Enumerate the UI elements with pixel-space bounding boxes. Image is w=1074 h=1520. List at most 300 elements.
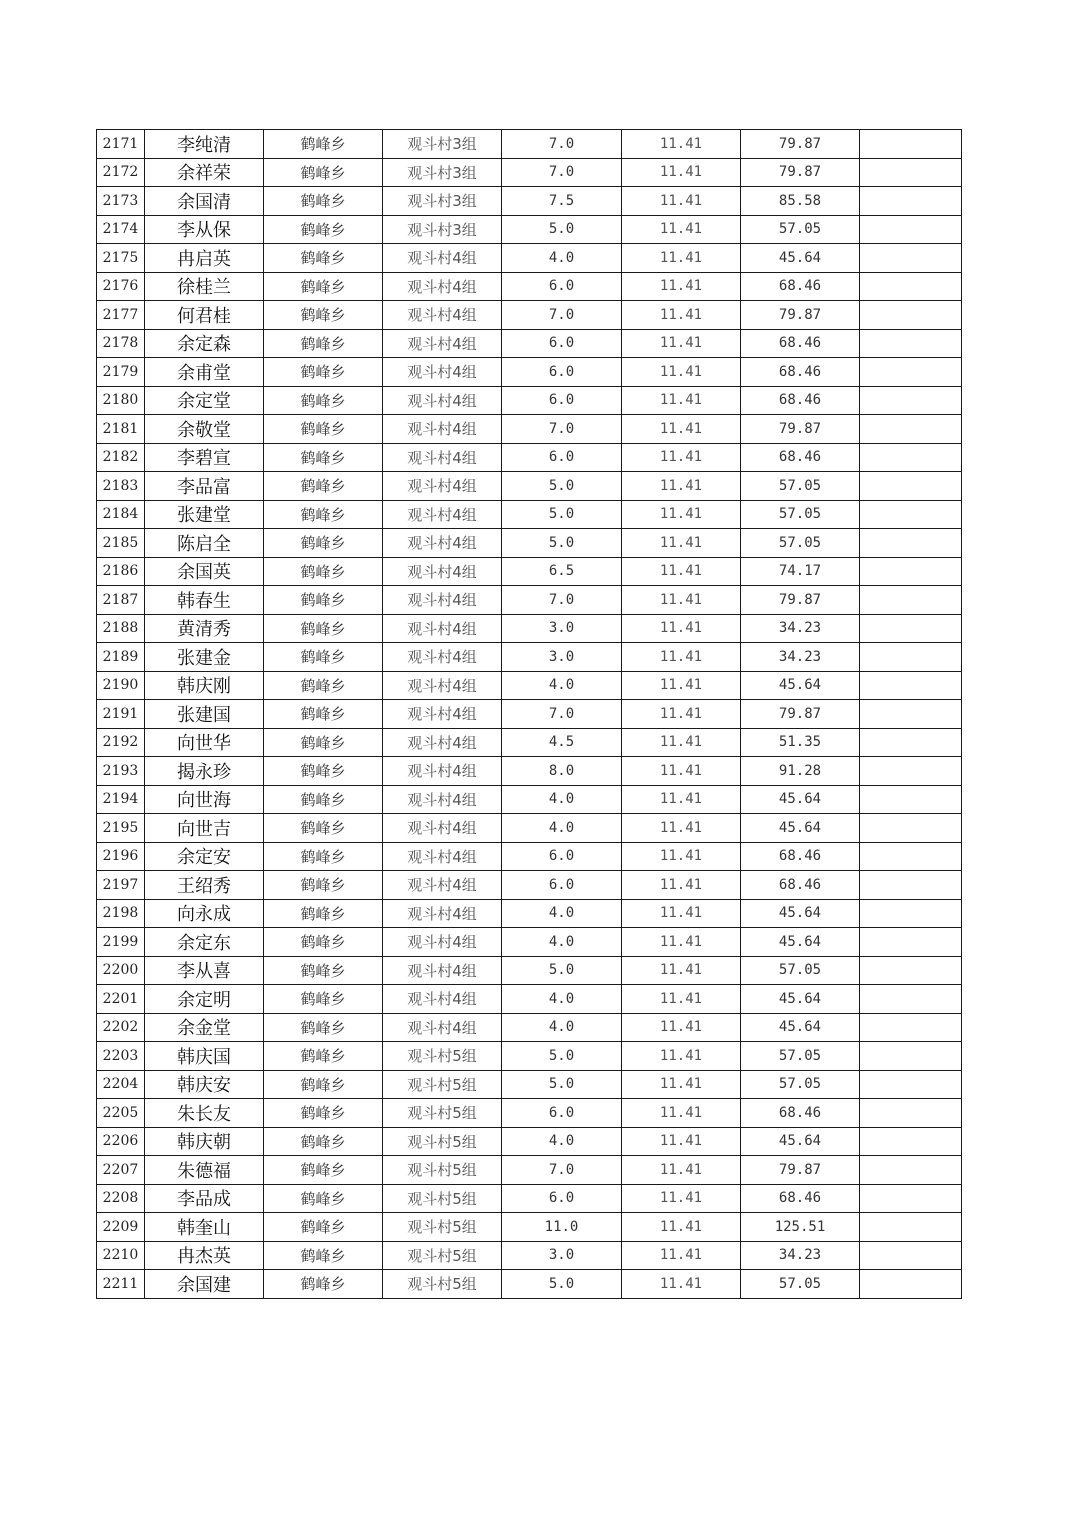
- name-cell: 揭永珍: [145, 757, 264, 786]
- rate-cell: 11.41: [622, 1156, 741, 1185]
- name-cell: 王绍秀: [145, 871, 264, 900]
- rate-cell: 11.41: [622, 871, 741, 900]
- name-cell: 张建堂: [145, 500, 264, 529]
- remark-cell: [860, 529, 962, 558]
- village-group-cell: 观斗村4组: [383, 443, 502, 472]
- amount-cell: 79.87: [741, 301, 860, 330]
- rate-cell: 11.41: [622, 614, 741, 643]
- name-cell: 余国清: [145, 187, 264, 216]
- name-cell: 李纯清: [145, 130, 264, 159]
- amount-cell: 34.23: [741, 643, 860, 672]
- village-group-cell: 观斗村5组: [383, 1042, 502, 1071]
- table-row: [97, 586, 962, 615]
- row-number-cell: 2211: [97, 1270, 145, 1299]
- village-group-cell: 观斗村4组: [383, 529, 502, 558]
- quantity-cell: 4.0: [502, 814, 622, 843]
- village-group-cell: 观斗村5组: [383, 1099, 502, 1128]
- amount-cell: 68.46: [741, 1184, 860, 1213]
- quantity-cell: 3.0: [502, 1241, 622, 1270]
- amount-cell: 68.46: [741, 842, 860, 871]
- township-cell: 鹤峰乡: [264, 757, 383, 786]
- amount-cell: 45.64: [741, 1013, 860, 1042]
- rate-cell: 11.41: [622, 244, 741, 273]
- quantity-cell: 6.0: [502, 358, 622, 387]
- rate-cell: 11.41: [622, 586, 741, 615]
- remark-cell: [860, 158, 962, 187]
- rate-cell: 11.41: [622, 443, 741, 472]
- amount-cell: 45.64: [741, 244, 860, 273]
- remark-cell: [860, 671, 962, 700]
- village-group-cell: 观斗村4组: [383, 871, 502, 900]
- table-row: [97, 842, 962, 871]
- amount-cell: 68.46: [741, 386, 860, 415]
- remark-cell: [860, 500, 962, 529]
- amount-cell: 85.58: [741, 187, 860, 216]
- village-group-cell: 观斗村4组: [383, 985, 502, 1014]
- amount-cell: 45.64: [741, 785, 860, 814]
- name-cell: 李从喜: [145, 956, 264, 985]
- amount-cell: 57.05: [741, 956, 860, 985]
- row-number-cell: 2177: [97, 301, 145, 330]
- quantity-cell: 5.0: [502, 215, 622, 244]
- remark-cell: [860, 871, 962, 900]
- name-cell: 朱德福: [145, 1156, 264, 1185]
- village-group-cell: 观斗村4组: [383, 272, 502, 301]
- quantity-cell: 4.0: [502, 671, 622, 700]
- village-group-cell: 观斗村4组: [383, 301, 502, 330]
- township-cell: 鹤峰乡: [264, 329, 383, 358]
- name-cell: 陈启全: [145, 529, 264, 558]
- quantity-cell: 4.5: [502, 728, 622, 757]
- quantity-cell: 4.0: [502, 899, 622, 928]
- table-row: [97, 329, 962, 358]
- rate-cell: 11.41: [622, 1241, 741, 1270]
- rate-cell: 11.41: [622, 842, 741, 871]
- row-number-cell: 2202: [97, 1013, 145, 1042]
- table-row: [97, 244, 962, 273]
- table-row: [97, 985, 962, 1014]
- row-number-cell: 2186: [97, 557, 145, 586]
- township-cell: 鹤峰乡: [264, 358, 383, 387]
- remark-cell: [860, 785, 962, 814]
- row-number-cell: 2196: [97, 842, 145, 871]
- village-group-cell: 观斗村4组: [383, 1013, 502, 1042]
- table-row: [97, 1042, 962, 1071]
- township-cell: 鹤峰乡: [264, 985, 383, 1014]
- township-cell: 鹤峰乡: [264, 1042, 383, 1071]
- quantity-cell: 5.0: [502, 1270, 622, 1299]
- village-group-cell: 观斗村4组: [383, 415, 502, 444]
- name-cell: 韩庆安: [145, 1070, 264, 1099]
- quantity-cell: 4.0: [502, 1127, 622, 1156]
- quantity-cell: 7.0: [502, 415, 622, 444]
- remark-cell: [860, 443, 962, 472]
- village-group-cell: 观斗村4组: [383, 586, 502, 615]
- remark-cell: [860, 728, 962, 757]
- table-row: [97, 614, 962, 643]
- table-row: [97, 1241, 962, 1270]
- row-number-cell: 2193: [97, 757, 145, 786]
- amount-cell: 57.05: [741, 529, 860, 558]
- name-cell: 李品富: [145, 472, 264, 501]
- rate-cell: 11.41: [622, 643, 741, 672]
- name-cell: 余国建: [145, 1270, 264, 1299]
- remark-cell: [860, 329, 962, 358]
- amount-cell: 79.87: [741, 415, 860, 444]
- row-number-cell: 2181: [97, 415, 145, 444]
- township-cell: 鹤峰乡: [264, 586, 383, 615]
- row-number-cell: 2206: [97, 1127, 145, 1156]
- name-cell: 余定森: [145, 329, 264, 358]
- name-cell: 向世华: [145, 728, 264, 757]
- remark-cell: [860, 928, 962, 957]
- township-cell: 鹤峰乡: [264, 871, 383, 900]
- row-number-cell: 2205: [97, 1099, 145, 1128]
- rate-cell: 11.41: [622, 358, 741, 387]
- table-row: [97, 1270, 962, 1299]
- quantity-cell: 4.0: [502, 1013, 622, 1042]
- quantity-cell: 11.0: [502, 1213, 622, 1242]
- township-cell: 鹤峰乡: [264, 187, 383, 216]
- village-group-cell: 观斗村3组: [383, 187, 502, 216]
- name-cell: 黄清秀: [145, 614, 264, 643]
- amount-cell: 68.46: [741, 1099, 860, 1128]
- rate-cell: 11.41: [622, 985, 741, 1014]
- table-row: [97, 272, 962, 301]
- village-group-cell: 观斗村4组: [383, 557, 502, 586]
- amount-cell: 91.28: [741, 757, 860, 786]
- quantity-cell: 3.0: [502, 614, 622, 643]
- row-number-cell: 2210: [97, 1241, 145, 1270]
- remark-cell: [860, 1270, 962, 1299]
- name-cell: 张建国: [145, 700, 264, 729]
- amount-cell: 45.64: [741, 899, 860, 928]
- village-group-cell: 观斗村3组: [383, 215, 502, 244]
- remark-cell: [860, 415, 962, 444]
- quantity-cell: 7.0: [502, 1156, 622, 1185]
- township-cell: 鹤峰乡: [264, 899, 383, 928]
- rate-cell: 11.41: [622, 899, 741, 928]
- village-group-cell: 观斗村4组: [383, 329, 502, 358]
- name-cell: 余国英: [145, 557, 264, 586]
- name-cell: 韩庆刚: [145, 671, 264, 700]
- remark-cell: [860, 187, 962, 216]
- table-row: [97, 500, 962, 529]
- quantity-cell: 5.0: [502, 956, 622, 985]
- name-cell: 向世海: [145, 785, 264, 814]
- rate-cell: 11.41: [622, 700, 741, 729]
- village-group-cell: 观斗村4组: [383, 700, 502, 729]
- row-number-cell: 2172: [97, 158, 145, 187]
- row-number-cell: 2174: [97, 215, 145, 244]
- rate-cell: 11.41: [622, 956, 741, 985]
- township-cell: 鹤峰乡: [264, 842, 383, 871]
- rate-cell: 11.41: [622, 500, 741, 529]
- row-number-cell: 2176: [97, 272, 145, 301]
- township-cell: 鹤峰乡: [264, 130, 383, 159]
- table-row: [97, 443, 962, 472]
- township-cell: 鹤峰乡: [264, 1070, 383, 1099]
- township-cell: 鹤峰乡: [264, 728, 383, 757]
- table-row: [97, 1013, 962, 1042]
- name-cell: 向世吉: [145, 814, 264, 843]
- table-row: [97, 215, 962, 244]
- remark-cell: [860, 1156, 962, 1185]
- village-group-cell: 观斗村4组: [383, 671, 502, 700]
- amount-cell: 74.17: [741, 557, 860, 586]
- name-cell: 韩奎山: [145, 1213, 264, 1242]
- amount-cell: 57.05: [741, 1042, 860, 1071]
- remark-cell: [860, 1213, 962, 1242]
- amount-cell: 45.64: [741, 1127, 860, 1156]
- remark-cell: [860, 643, 962, 672]
- table-row: [97, 1099, 962, 1128]
- rate-cell: 11.41: [622, 1070, 741, 1099]
- village-group-cell: 观斗村4组: [383, 757, 502, 786]
- amount-cell: 68.46: [741, 358, 860, 387]
- row-number-cell: 2199: [97, 928, 145, 957]
- name-cell: 向永成: [145, 899, 264, 928]
- table-row: [97, 1184, 962, 1213]
- row-number-cell: 2184: [97, 500, 145, 529]
- village-group-cell: 观斗村4组: [383, 643, 502, 672]
- village-group-cell: 观斗村4组: [383, 244, 502, 273]
- table-row: [97, 301, 962, 330]
- village-group-cell: 观斗村4组: [383, 728, 502, 757]
- township-cell: 鹤峰乡: [264, 1213, 383, 1242]
- quantity-cell: 6.5: [502, 557, 622, 586]
- township-cell: 鹤峰乡: [264, 643, 383, 672]
- quantity-cell: 7.5: [502, 187, 622, 216]
- quantity-cell: 4.0: [502, 244, 622, 273]
- row-number-cell: 2171: [97, 130, 145, 159]
- amount-cell: 57.05: [741, 1270, 860, 1299]
- name-cell: 余定安: [145, 842, 264, 871]
- remark-cell: [860, 614, 962, 643]
- row-number-cell: 2208: [97, 1184, 145, 1213]
- remark-cell: [860, 757, 962, 786]
- row-number-cell: 2203: [97, 1042, 145, 1071]
- amount-cell: 125.51: [741, 1213, 860, 1242]
- table-row: [97, 814, 962, 843]
- township-cell: 鹤峰乡: [264, 614, 383, 643]
- table-row: [97, 386, 962, 415]
- remark-cell: [860, 814, 962, 843]
- remark-cell: [860, 1099, 962, 1128]
- table-row: [97, 358, 962, 387]
- village-group-cell: 观斗村4组: [383, 785, 502, 814]
- remark-cell: [860, 472, 962, 501]
- quantity-cell: 6.0: [502, 272, 622, 301]
- table-row: [97, 557, 962, 586]
- name-cell: 何君桂: [145, 301, 264, 330]
- rate-cell: 11.41: [622, 728, 741, 757]
- rate-cell: 11.41: [622, 272, 741, 301]
- row-number-cell: 2204: [97, 1070, 145, 1099]
- remark-cell: [860, 1013, 962, 1042]
- rate-cell: 11.41: [622, 1042, 741, 1071]
- quantity-cell: 8.0: [502, 757, 622, 786]
- remark-cell: [860, 215, 962, 244]
- table-row: [97, 1213, 962, 1242]
- rate-cell: 11.41: [622, 671, 741, 700]
- row-number-cell: 2188: [97, 614, 145, 643]
- township-cell: 鹤峰乡: [264, 1127, 383, 1156]
- amount-cell: 79.87: [741, 158, 860, 187]
- name-cell: 余祥荣: [145, 158, 264, 187]
- row-number-cell: 2173: [97, 187, 145, 216]
- village-group-cell: 观斗村5组: [383, 1241, 502, 1270]
- name-cell: 李品成: [145, 1184, 264, 1213]
- table-row: [97, 785, 962, 814]
- row-number-cell: 2197: [97, 871, 145, 900]
- table-row: [97, 415, 962, 444]
- rate-cell: 11.41: [622, 1099, 741, 1128]
- quantity-cell: 6.0: [502, 842, 622, 871]
- remark-cell: [860, 586, 962, 615]
- rate-cell: 11.41: [622, 1270, 741, 1299]
- row-number-cell: 2187: [97, 586, 145, 615]
- rate-cell: 11.41: [622, 329, 741, 358]
- amount-cell: 45.64: [741, 928, 860, 957]
- name-cell: 余敬堂: [145, 415, 264, 444]
- name-cell: 李碧宣: [145, 443, 264, 472]
- table-row: [97, 529, 962, 558]
- quantity-cell: 7.0: [502, 130, 622, 159]
- village-group-cell: 观斗村4组: [383, 842, 502, 871]
- township-cell: 鹤峰乡: [264, 415, 383, 444]
- quantity-cell: 6.0: [502, 1184, 622, 1213]
- row-number-cell: 2200: [97, 956, 145, 985]
- township-cell: 鹤峰乡: [264, 1241, 383, 1270]
- township-cell: 鹤峰乡: [264, 244, 383, 273]
- quantity-cell: 6.0: [502, 443, 622, 472]
- village-group-cell: 观斗村5组: [383, 1156, 502, 1185]
- row-number-cell: 2198: [97, 899, 145, 928]
- quantity-cell: 5.0: [502, 500, 622, 529]
- rate-cell: 11.41: [622, 1013, 741, 1042]
- village-group-cell: 观斗村5组: [383, 1184, 502, 1213]
- row-number-cell: 2178: [97, 329, 145, 358]
- village-group-cell: 观斗村5组: [383, 1127, 502, 1156]
- village-group-cell: 观斗村4组: [383, 814, 502, 843]
- remark-cell: [860, 1184, 962, 1213]
- rate-cell: 11.41: [622, 415, 741, 444]
- village-group-cell: 观斗村4组: [383, 358, 502, 387]
- remark-cell: [860, 130, 962, 159]
- rate-cell: 11.41: [622, 1184, 741, 1213]
- amount-cell: 57.05: [741, 1070, 860, 1099]
- row-number-cell: 2192: [97, 728, 145, 757]
- township-cell: 鹤峰乡: [264, 1156, 383, 1185]
- row-number-cell: 2182: [97, 443, 145, 472]
- amount-cell: 79.87: [741, 586, 860, 615]
- table-row: [97, 130, 962, 159]
- township-cell: 鹤峰乡: [264, 785, 383, 814]
- rate-cell: 11.41: [622, 814, 741, 843]
- amount-cell: 51.35: [741, 728, 860, 757]
- quantity-cell: 3.0: [502, 643, 622, 672]
- rate-cell: 11.41: [622, 187, 741, 216]
- remark-cell: [860, 301, 962, 330]
- name-cell: 余定堂: [145, 386, 264, 415]
- village-group-cell: 观斗村4组: [383, 386, 502, 415]
- amount-cell: 57.05: [741, 215, 860, 244]
- table-row: [97, 757, 962, 786]
- township-cell: 鹤峰乡: [264, 928, 383, 957]
- township-cell: 鹤峰乡: [264, 158, 383, 187]
- table-body: [97, 130, 962, 1299]
- township-cell: 鹤峰乡: [264, 700, 383, 729]
- remark-cell: [860, 899, 962, 928]
- table-row: [97, 643, 962, 672]
- amount-cell: 68.46: [741, 871, 860, 900]
- quantity-cell: 6.0: [502, 386, 622, 415]
- name-cell: 余金堂: [145, 1013, 264, 1042]
- remark-cell: [860, 1070, 962, 1099]
- table-row: [97, 472, 962, 501]
- rate-cell: 11.41: [622, 785, 741, 814]
- quantity-cell: 4.0: [502, 928, 622, 957]
- data-table: [96, 129, 962, 1299]
- township-cell: 鹤峰乡: [264, 1184, 383, 1213]
- quantity-cell: 5.0: [502, 472, 622, 501]
- rate-cell: 11.41: [622, 215, 741, 244]
- name-cell: 冉启英: [145, 244, 264, 273]
- amount-cell: 57.05: [741, 472, 860, 501]
- quantity-cell: 6.0: [502, 1099, 622, 1128]
- township-cell: 鹤峰乡: [264, 529, 383, 558]
- table-row: [97, 899, 962, 928]
- village-group-cell: 观斗村4组: [383, 928, 502, 957]
- name-cell: 韩春生: [145, 586, 264, 615]
- quantity-cell: 5.0: [502, 529, 622, 558]
- table-row: [97, 1127, 962, 1156]
- row-number-cell: 2185: [97, 529, 145, 558]
- rate-cell: 11.41: [622, 928, 741, 957]
- row-number-cell: 2189: [97, 643, 145, 672]
- remark-cell: [860, 358, 962, 387]
- rate-cell: 11.41: [622, 557, 741, 586]
- remark-cell: [860, 244, 962, 273]
- table-row: [97, 671, 962, 700]
- quantity-cell: 7.0: [502, 700, 622, 729]
- amount-cell: 68.46: [741, 272, 860, 301]
- rate-cell: 11.41: [622, 301, 741, 330]
- township-cell: 鹤峰乡: [264, 671, 383, 700]
- table-row: [97, 1070, 962, 1099]
- rate-cell: 11.41: [622, 386, 741, 415]
- row-number-cell: 2191: [97, 700, 145, 729]
- rate-cell: 11.41: [622, 529, 741, 558]
- name-cell: 余定东: [145, 928, 264, 957]
- quantity-cell: 5.0: [502, 1070, 622, 1099]
- amount-cell: 45.64: [741, 671, 860, 700]
- township-cell: 鹤峰乡: [264, 472, 383, 501]
- township-cell: 鹤峰乡: [264, 500, 383, 529]
- remark-cell: [860, 842, 962, 871]
- name-cell: 韩庆朝: [145, 1127, 264, 1156]
- village-group-cell: 观斗村4组: [383, 899, 502, 928]
- row-number-cell: 2207: [97, 1156, 145, 1185]
- rate-cell: 11.41: [622, 1127, 741, 1156]
- amount-cell: 34.23: [741, 1241, 860, 1270]
- quantity-cell: 7.0: [502, 301, 622, 330]
- amount-cell: 79.87: [741, 700, 860, 729]
- remark-cell: [860, 956, 962, 985]
- village-group-cell: 观斗村4组: [383, 472, 502, 501]
- quantity-cell: 5.0: [502, 1042, 622, 1071]
